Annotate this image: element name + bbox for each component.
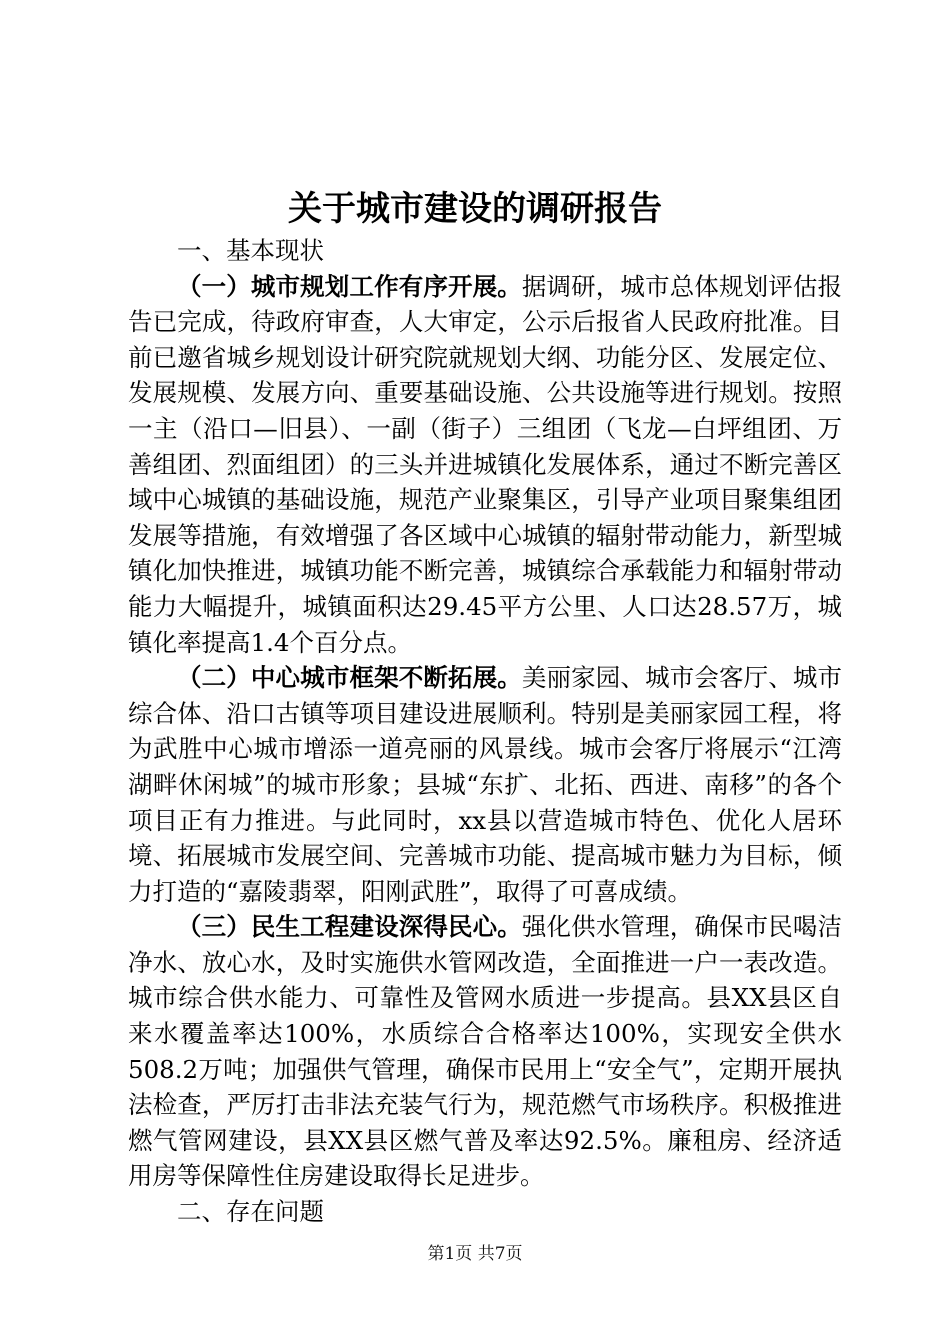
- paragraph-city-framework: [128, 660, 842, 909]
- document-body: [128, 233, 842, 1230]
- paragraph-livelihood-projects: [128, 909, 842, 1194]
- paragraph-urban-planning: [128, 269, 842, 661]
- paragraph-text: 据调研，城市总体规划评估报告已完成，待政府审查，人大审定，公示后报省人民政府批准。目前已邀省城乡规划设计研究院就规划大纲、功能分区、发展定位、发展规模、发展方向、重要基础设施、公共设施等进行规划。按照一主（沿口—旧县）、一副（街子）三组团（飞龙—白坪组团、万善组团、烈面组团）的三头并进城镇化发展体系，通过不断完善区域中心城镇的基础设施，规范产业聚集区，引导产业项目聚集组团发展等措施，有效增强了各区域中心城镇的辐射带动能力，新型城镇化加快推进，城镇功能不断完善，城镇综合承载能力和辐射带动能力大幅提升，城镇面积达29.45平方公里、人口达28.57万，城镇化率提高1.4个百分点。: [128, 271, 843, 657]
- page-number: 第1页 共7页: [427, 1244, 523, 1264]
- paragraph-text: 强化供水管理，确保市民喝洁净水、放心水，及时实施供水管网改造，全面推进一户一表改造。城市综合供水能力、可靠性及管网水质进一步提高。县XX县区自来水覆盖率达100%，水质综合合格率达100%，实现安全供水508.2万吨；加强供气管理，确保市民用上“安全气”，定期开展执法检查，严厉打击非法充装气行为，规范燃气市场秩序。积极推进燃气管网建设，县XX县区燃气普及率达92.5%。廉租房、经济适用房等保障性住房建设取得长足进步。: [128, 912, 843, 1191]
- paragraph-heading: （一）城市规划工作有序开展。: [177, 271, 522, 301]
- paragraph-heading: （二）中心城市框架不断拓展。: [177, 663, 522, 693]
- section-heading-existing-problems: 二、存在问题: [177, 1197, 324, 1227]
- paragraph-text: 美丽家园、城市会客厅、城市综合体、沿口古镇等项目建设进展顺利。特别是美丽家园工程，将为武胜中心城市增添一道亮丽的风景线。城市会客厅将展示“江湾湖畔休闲城”的城市形象；县城“东扩、北拓、西进、南移”的各个项目正有力推进。与此同时，xx县以营造城市特色、优化人居环境、拓展城市发展空间、完善城市功能、提高城市魅力为目标，倾力打造的“嘉陵翡翠，阳刚武胜”，取得了可喜成绩。: [128, 663, 843, 906]
- section-heading-basic-status: 一、基本现状: [177, 236, 324, 265]
- paragraph-heading: （三）民生工程建设深得民心。: [177, 912, 522, 942]
- document-title: 关于城市建设的调研报告: [288, 189, 662, 229]
